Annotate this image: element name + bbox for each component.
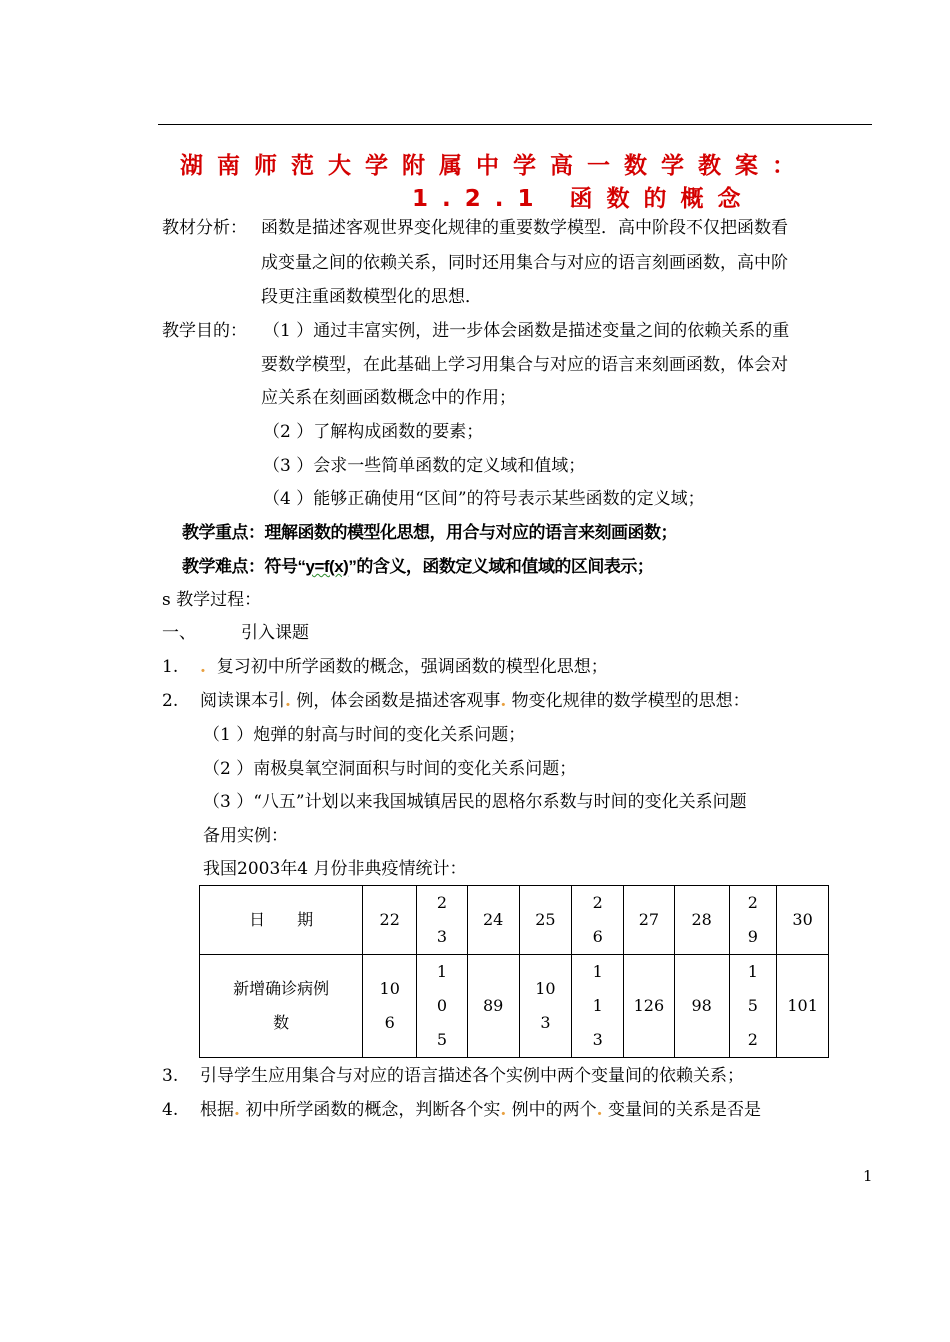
table-cell: 98 — [674, 955, 729, 1058]
table-cell: 22 — [363, 886, 417, 955]
analysis-line: 段更注重函数模型化的思想． — [261, 287, 482, 307]
section-title: 引入课题 — [241, 623, 309, 643]
item-4-d: 变量间的关系是否是 — [607, 1100, 761, 1120]
table-cell: 89 — [467, 955, 519, 1058]
sub-item: （3 ）“八五”计划以来我国城镇居民的恩格尔系数与时间的变化关系问题 — [203, 792, 747, 812]
analysis-line: 函数是描述客观世界变化规律的重要数学模型．高中阶段不仅把函数看 — [261, 218, 788, 238]
table-cell: 1 1 3 — [572, 955, 624, 1058]
item-2-a: 阅读课本引 — [200, 691, 285, 711]
sub-item: （2 ）南极臭氧空洞面积与时间的变化关系问题； — [203, 759, 577, 779]
sub-item: （1 ）炮弹的射高与时间的变化关系问题； — [203, 725, 526, 745]
item-1-text: 复习初中所学函数的概念，强调函数的模型化思想； — [216, 657, 608, 677]
goals-label: 教学目的： — [162, 321, 247, 341]
goals-line: （4 ）能够正确使用“区间”的符号表示某些函数的定义域； — [263, 489, 705, 509]
item-3-text: 引导学生应用集合与对应的语言描述各个实例中两个变量间的依赖关系； — [200, 1066, 744, 1086]
item-text — [200, 691, 750, 711]
table-cell: 28 — [674, 886, 729, 955]
difficulty-symbol: y=f(x) — [305, 557, 349, 576]
table-cell: 1 0 5 — [417, 955, 468, 1058]
page-number: 1 — [863, 1167, 873, 1185]
table-row — [200, 955, 829, 1058]
difficulty-pre: 教学难点：符号“ — [182, 557, 306, 576]
difficulty — [182, 552, 653, 577]
item-text — [200, 657, 608, 677]
mark-dot: . — [596, 1100, 603, 1120]
mark-dot: . — [234, 1100, 240, 1120]
table-cell: 2 6 — [572, 886, 624, 955]
difficulty-post: ”的含义，函数定义域和值域的区间表示； — [348, 557, 654, 576]
table-header-cell: 日 期 — [200, 886, 363, 955]
item-number: 3. — [162, 1066, 179, 1086]
goals-line: （3 ）会求一些简单函数的定义域和值域； — [263, 456, 586, 476]
section-number: 一、 — [162, 623, 196, 643]
key-point: 教学重点：理解函数的模型化思想，用合与对应的语言来刻画函数； — [182, 523, 677, 542]
sars-stats-table — [199, 885, 829, 1058]
item-4-a: 根据 — [200, 1100, 234, 1120]
item-4-c: 例中的两个 — [511, 1100, 597, 1120]
item-2-b: 例，体会函数是描述客观事 — [296, 691, 501, 711]
table-cell: 25 — [519, 886, 572, 955]
item-4-b: 初中所学函数的概念，判断各个实 — [245, 1100, 501, 1120]
table-cell: 2 9 — [729, 886, 777, 955]
item-number: 2. — [162, 691, 179, 711]
mark-dot: . — [500, 691, 507, 711]
analysis-label: 教材分析： — [162, 218, 247, 238]
item-number: 1. — [162, 657, 179, 677]
header-rule — [158, 124, 872, 125]
table-cell: 10 6 — [363, 955, 417, 1058]
table-cell: 30 — [777, 886, 829, 955]
table-cell: 1 5 2 — [729, 955, 777, 1058]
item-text — [200, 1100, 761, 1120]
table-cell: 2 3 — [417, 886, 468, 955]
table-cell: 10 3 — [519, 955, 572, 1058]
table-cell: 126 — [624, 955, 675, 1058]
mark-dot: . — [285, 691, 291, 711]
item-2-c: 物变化规律的数学模型的思想： — [511, 691, 750, 711]
table-cell: 27 — [624, 886, 675, 955]
mark-dot: . — [200, 657, 206, 677]
table-cell: 24 — [467, 886, 519, 955]
goals-line: 要数学模型，在此基础上学习用集合与对应的语言来刻画函数，体会对 — [261, 355, 788, 375]
goals-line: （1 ）通过丰富实例，进一步体会函数是描述变量之间的依赖关系的重 — [263, 321, 790, 341]
goals-line: 应关系在刻画函数概念中的作用； — [261, 388, 516, 408]
process-label: s 教学过程： — [162, 590, 262, 610]
doc-title-line2: 1.2.1 函数的概念 — [412, 186, 755, 212]
table-header-cell: 新增确诊病例 数 — [200, 955, 363, 1058]
table-row — [200, 886, 829, 955]
mark-dot: . — [500, 1100, 507, 1120]
table-caption: 我国2003年4 月份非典疫情统计： — [203, 859, 467, 879]
item-number: 4. — [162, 1100, 179, 1120]
goals-line: （2 ）了解构成函数的要素； — [263, 422, 484, 442]
backup-label: 备用实例： — [203, 826, 288, 846]
analysis-line: 成变量之间的依赖关系，同时还用集合与对应的语言刻画函数，高中阶 — [261, 253, 788, 273]
doc-title-line1: 湖南师范大学附属中学高一数学教案： — [180, 153, 809, 179]
table-cell: 101 — [777, 955, 829, 1058]
